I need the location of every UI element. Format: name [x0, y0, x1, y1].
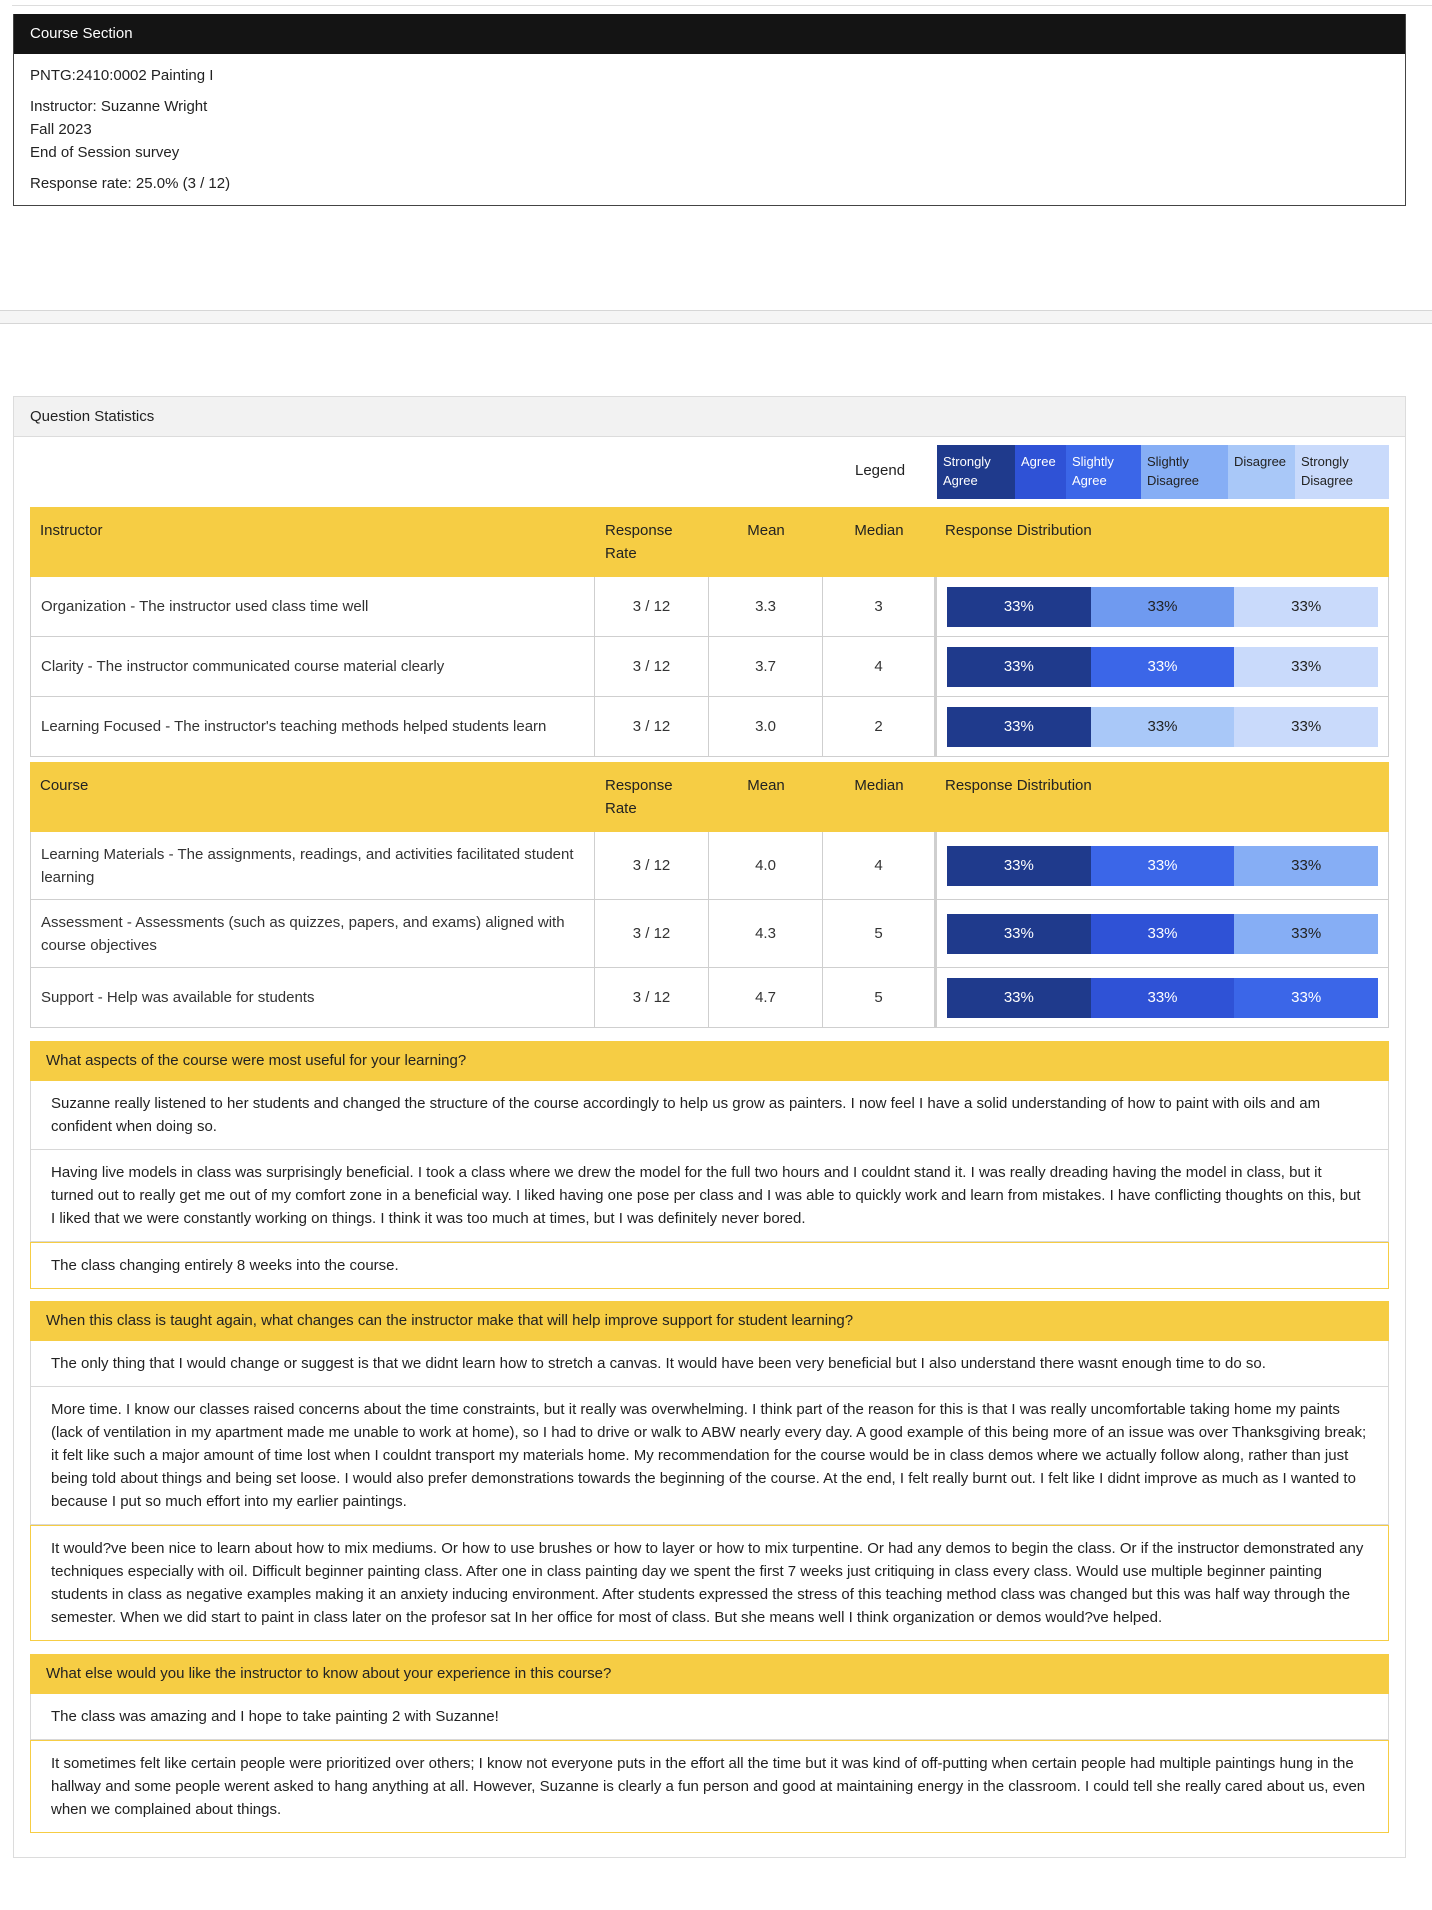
response-rate-cell: 3 / 12 — [595, 900, 709, 968]
term: Fall 2023 — [30, 121, 92, 138]
dist-segment: 33% — [947, 914, 1091, 954]
response-rate-cell: 3 / 12 — [595, 637, 709, 697]
col-median: Median — [823, 762, 935, 832]
dist-segment: 33% — [947, 978, 1091, 1018]
dist-segment: 33% — [1091, 647, 1235, 687]
col-median: Median — [823, 507, 935, 577]
response-rate-cell: 3 / 12 — [595, 697, 709, 757]
comment-answer: It sometimes felt like certain people were prioritized over others; I know not everyone puts in the effort all the time but it was kind of off-putting when certain people had multiple paintings hung in the hallway and some people werent asked to hang anything at all. However, Suzanne is clearly a fun person and good at maintaining energy in the classroom. I could tell she really cared about us, even when we complained about things. — [30, 1740, 1389, 1833]
median-cell: 2 — [823, 697, 935, 757]
median-cell: 4 — [823, 832, 935, 900]
mean-cell: 3.0 — [709, 697, 823, 757]
comment-question-title: What aspects of the course were most useful for your learning? — [30, 1041, 1389, 1081]
col-mean: Mean — [709, 507, 823, 577]
dist-segment: 33% — [1091, 707, 1235, 747]
comment-answer: More time. I know our classes raised concerns about the time constraints, but it really was overwhelming. I think part of the reason for this is that I was really uncomfortable taking home my paints (lack of ventilation in my apartment made me unable to work at home), so I had to drive or walk to ABW nearly every day. A good example of this being more of an issue was over Thanksgiving break; it felt like such a major amount of time lost when I couldnt transport my materials home. My recommendation for the course would be in class demos where we actually follow along, rather than just being told about things and being set loose. I would also prefer demonstrations towards the beginning of the course. At the end, I felt really burnt out. I felt like I didnt improve as much as I wanted to because I put so much effort into my earlier paintings. — [30, 1387, 1389, 1525]
table-row — [30, 637, 1389, 697]
median-cell: 3 — [823, 577, 935, 637]
col-mean: Mean — [709, 762, 823, 832]
legend-agree: Agree — [1015, 445, 1066, 499]
course-section-header — [30, 762, 1389, 832]
question-label: Organization - The instructor used class time well — [30, 577, 595, 637]
distribution-cell — [935, 832, 1389, 900]
comment-question-improve — [30, 1301, 1389, 1641]
mean-cell: 3.7 — [709, 637, 823, 697]
comment-answer: The class was amazing and I hope to take painting 2 with Suzanne! — [30, 1694, 1389, 1740]
distribution-bar — [947, 707, 1378, 747]
distribution-cell — [935, 637, 1389, 697]
mean-cell: 4.7 — [709, 968, 823, 1028]
comment-answer: The class changing entirely 8 weeks into the course. — [30, 1242, 1389, 1289]
table-row — [30, 900, 1389, 968]
question-label: Assessment - Assessments (such as quizzes, papers, and exams) aligned with course objectives — [30, 900, 595, 968]
legend-strongly-disagree: Strongly Disagree — [1295, 445, 1389, 499]
legend-slightly-agree: Slightly Agree — [1066, 445, 1141, 499]
response-rate-cell: 3 / 12 — [595, 577, 709, 637]
survey-name: End of Session survey — [30, 144, 180, 161]
question-label: Learning Materials - The assignments, readings, and activities facilitated student learning — [30, 832, 595, 900]
dist-segment: 33% — [1091, 978, 1235, 1018]
dist-segment: 33% — [947, 846, 1091, 886]
median-cell: 5 — [823, 900, 935, 968]
comment-question-useful — [30, 1041, 1389, 1289]
dist-segment: 33% — [947, 647, 1091, 687]
question-label: Learning Focused - The instructor's teaching methods helped students learn — [30, 697, 595, 757]
instructor-stats-table — [30, 507, 1389, 757]
distribution-cell — [935, 968, 1389, 1028]
course-stats-table — [30, 762, 1389, 1028]
col-distribution: Response Distribution — [935, 507, 1389, 577]
table-row — [30, 832, 1389, 900]
question-label: Support - Help was available for students — [30, 968, 595, 1028]
col-response-rate: Response Rate — [595, 507, 709, 577]
dist-segment: 33% — [1091, 846, 1235, 886]
comment-answer: Having live models in class was surprisingly beneficial. I took a class where we drew the model for the full two hours and I couldnt stand it. I was really dreading having the model in class, but it turned out to really get me out of my comfort zone in a beneficial way. I liked having one pose per class and I was able to quickly work and learn from mistakes. I have conflicting thoughts on this, but I liked that we were constantly working on things. I think it was too much at times, but I was definitely never bored. — [30, 1150, 1389, 1242]
legend-label: Legend — [855, 462, 906, 479]
dist-segment: 33% — [1091, 587, 1235, 627]
dist-segment: 33% — [947, 707, 1091, 747]
dist-segment: 33% — [1234, 707, 1378, 747]
comment-question-title: What else would you like the instructor to know about your experience in this course? — [30, 1654, 1389, 1694]
mean-cell: 4.0 — [709, 832, 823, 900]
mean-cell: 3.3 — [709, 577, 823, 637]
response-rate: Response rate: 25.0% (3 / 12) — [30, 175, 231, 192]
section-divider-band — [0, 310, 1432, 324]
dist-segment: 33% — [1234, 978, 1378, 1018]
distribution-cell — [935, 697, 1389, 757]
section-title: Instructor — [30, 507, 595, 577]
dist-segment: 33% — [1234, 846, 1378, 886]
course-code: PNTG:2410:0002 Painting I — [30, 67, 214, 84]
comment-answer: Suzanne really listened to her students and changed the structure of the course accordingly to help us grow as painters. I now feel I have a solid understanding of how to paint with oils and am confident when doing so. — [30, 1081, 1389, 1150]
distribution-cell — [935, 577, 1389, 637]
comment-question-else — [30, 1654, 1389, 1833]
course-section-card — [13, 14, 1406, 206]
instructor-section-header — [30, 507, 1389, 577]
comment-question-title: When this class is taught again, what changes can the instructor make that will help improve support for student learning? — [30, 1301, 1389, 1341]
dist-segment: 33% — [1234, 914, 1378, 954]
response-rate-cell: 3 / 12 — [595, 968, 709, 1028]
course-section-header: Course Section — [14, 14, 1405, 54]
distribution-bar — [947, 647, 1378, 687]
dist-segment: 33% — [1091, 914, 1235, 954]
table-row — [30, 697, 1389, 757]
legend-disagree: Disagree — [1228, 445, 1295, 499]
legend-slightly-disagree: Slightly Disagree — [1141, 445, 1228, 499]
mean-cell: 4.3 — [709, 900, 823, 968]
distribution-cell — [935, 900, 1389, 968]
distribution-bar — [947, 978, 1378, 1018]
median-cell: 5 — [823, 968, 935, 1028]
col-response-rate: Response Rate — [595, 762, 709, 832]
table-row — [30, 577, 1389, 637]
instructor-name: Instructor: Suzanne Wright — [30, 98, 208, 115]
table-row — [30, 968, 1389, 1028]
section-title: Course — [30, 762, 595, 832]
legend-strongly-agree: Strongly Agree — [937, 445, 1015, 499]
median-cell: 4 — [823, 637, 935, 697]
dist-segment: 33% — [1234, 647, 1378, 687]
dist-segment: 33% — [1234, 587, 1378, 627]
response-rate-cell: 3 / 12 — [595, 832, 709, 900]
top-divider — [12, 5, 1432, 6]
comment-answer: It would?ve been nice to learn about how to mix mediums. Or how to use brushes or how to layer or how to mix turpentine. Or had any demos to begin the class. Or if the instructor demonstrated any techniques especially with oil. Difficult beginner painting class. After one in class painting day we spent the first 7 weeks just critiquing in class every class. Would use multiple beginner painting students in class as negative examples making it an anxiety inducing environment. After students expressed the stress of this teaching method class was changed but this was half way through the semester. When we did start to paint in class later on the profesor sat In her office for most of class. But she means well I think organization or demos would?ve helped. — [30, 1525, 1389, 1641]
distribution-bar — [947, 587, 1378, 627]
col-distribution: Response Distribution — [935, 762, 1389, 832]
comment-answer: The only thing that I would change or suggest is that we didnt learn how to stretch a canvas. It would have been very beneficial but I also understand there wasnt enough time to do so. — [30, 1341, 1389, 1387]
distribution-bar — [947, 846, 1378, 886]
question-label: Clarity - The instructor communicated course material clearly — [30, 637, 595, 697]
dist-segment: 33% — [947, 587, 1091, 627]
question-statistics-header: Question Statistics — [14, 397, 1405, 437]
distribution-bar — [947, 914, 1378, 954]
